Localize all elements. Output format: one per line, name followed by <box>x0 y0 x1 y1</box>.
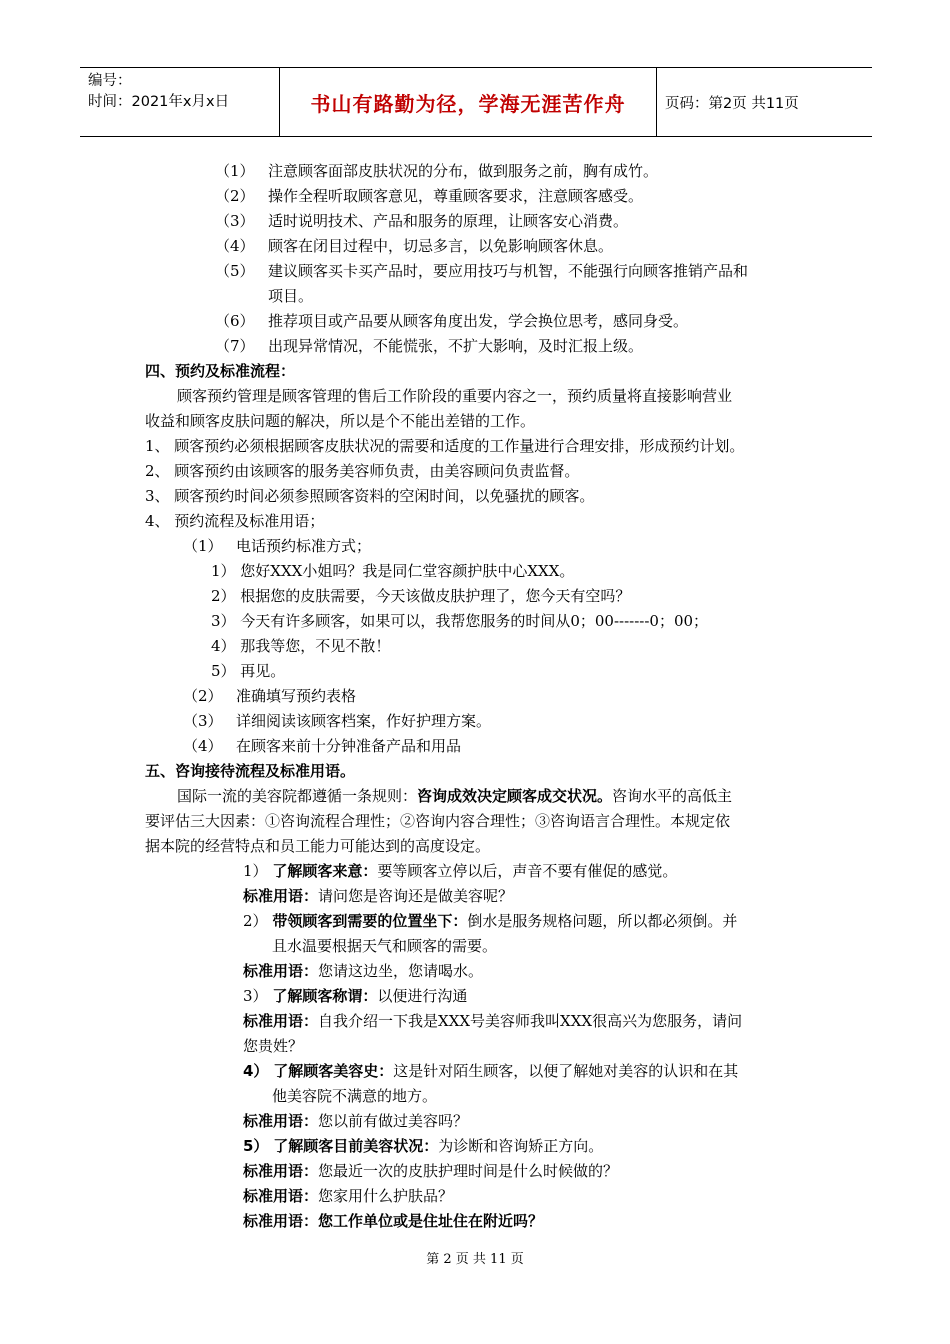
phone-script-line: 5） 再见。 <box>211 662 286 680</box>
standard-text: 请问您是咨询还是做美容呢？ <box>318 887 514 905</box>
sub-item-number: （1） <box>183 537 223 555</box>
date-label: 时间：2021年x月x日 <box>88 94 230 110</box>
standard-phrase <box>243 1111 468 1131</box>
list-item-number: （1） <box>215 162 255 180</box>
list-item-number: （7） <box>215 337 255 355</box>
list-item: 顾客在闭目过程中，切忌多言，以免影响顾客休息。 <box>268 237 614 255</box>
standard-label: 标准用语： <box>243 962 319 980</box>
standard-phrase <box>243 1211 543 1231</box>
list-item: 推荐项目或产品要从顾客角度出发，学会换位思考，感同身受。 <box>268 312 689 330</box>
phone-script-line: 4） 那我等您，不见不散！ <box>211 637 391 655</box>
standard-label: 标准用语： <box>243 1112 319 1130</box>
section-5-intro: 要评估三大因素：①咨询流程合理性；②咨询内容合理性；③咨询语言合理性。本规定依 <box>145 812 731 830</box>
phone-script-line: 3） 今天有许多顾客，如果可以，我帮您服务的时间从0；00-------0；00； <box>211 612 709 630</box>
sub-item: 详细阅读该顾客档案，作好护理方案。 <box>236 712 492 730</box>
list-item: 项目。 <box>268 287 314 305</box>
list-item: 操作全程听取顾客意见，尊重顾客要求，注意顾客感受。 <box>268 187 644 205</box>
standard-text: 您以前有做过美容吗？ <box>318 1112 469 1130</box>
page-label: 页码：第2页 共11页 <box>665 95 799 112</box>
list-item-number: （4） <box>215 237 255 255</box>
phone-script-line: 2） 根据您的皮肤需要，今天该做皮肤护理了，您今天有空吗？ <box>211 587 631 605</box>
phone-script-line: 1） 您好XXX小姐吗？我是同仁堂容颜护肤中心XXX。 <box>211 562 575 580</box>
standard-text: 您贵姓？ <box>243 1037 304 1055</box>
sub-item-number: （2） <box>183 687 223 705</box>
step-4 <box>243 1061 738 1081</box>
section-4-intro: 收益和顾客皮肤问题的解决，所以是个不能出差错的工作。 <box>145 412 536 430</box>
sub-item-number: （4） <box>183 737 223 755</box>
standard-phrase <box>243 1011 742 1031</box>
standard-phrase <box>243 961 483 981</box>
step-title: 了解顾客美容史： <box>273 1062 394 1080</box>
standard-text: 自我介绍一下我是XXX号美容师我叫XXX很高兴为您服务，请问 <box>318 1012 743 1030</box>
section-5-heading: 五、咨询接待流程及标准用语。 <box>145 762 356 780</box>
number-label: 编号： <box>88 73 132 89</box>
standard-text: 您最近一次的皮肤护理时间是什么时候做的？ <box>318 1162 619 1180</box>
section-4-point: 4、 预约流程及标准用语； <box>145 512 325 530</box>
standard-label: 标准用语： <box>243 1012 319 1030</box>
step-title: 了解顾客称谓： <box>272 987 378 1005</box>
standard-phrase <box>243 1186 453 1206</box>
standard-text: 您请这边坐，您请喝水。 <box>318 962 484 980</box>
step-title: 带领顾客到需要的位置坐下： <box>272 912 468 930</box>
list-item: 适时说明技术、产品和服务的原理，让顾客安心消费。 <box>268 212 629 230</box>
section-4-heading: 四、预约及标准流程： <box>145 362 296 380</box>
step-number: 1） <box>243 862 268 880</box>
sub-item: 电话预约标准方式； <box>236 537 372 555</box>
step-desc: 他美容院不满意的地方。 <box>272 1087 438 1105</box>
list-item-number: （5） <box>215 262 255 280</box>
sub-item: 在顾客来前十分钟准备产品和用品 <box>236 737 462 755</box>
standard-label: 标准用语： <box>243 1187 319 1205</box>
section-5-intro: 据本院的经营特点和员工能力可能达到的高度设定。 <box>145 837 491 855</box>
list-item-number: （6） <box>215 312 255 330</box>
step-desc: 要等顾客立停以后，声音不要有催促的感觉。 <box>377 862 678 880</box>
list-item-number: （2） <box>215 187 255 205</box>
step-number: 2） <box>243 912 268 930</box>
intro-text: 国际一流的美容院都遵循一条规则： <box>177 787 418 805</box>
page-footer: 第 2 页 共 11 页 <box>426 1252 524 1267</box>
section-4-point: 1、 顾客预约必须根据顾客皮肤状况的需要和适度的工作量进行合理安排，形成预约计划。 <box>145 437 745 455</box>
standard-phrase <box>243 1161 618 1181</box>
standard-text: 您家用什么护肤品？ <box>318 1187 454 1205</box>
step-1 <box>243 861 677 881</box>
step-number: 3） <box>243 987 268 1005</box>
step-desc: 倒水是服务规格问题，所以都必须倒。并 <box>467 912 738 930</box>
standard-label: 标准用语： <box>243 1212 319 1230</box>
standard-label: 标准用语： <box>243 1162 319 1180</box>
step-3 <box>243 986 467 1006</box>
section-4-point: 3、 顾客预约时间必须参照顾客资料的空闲时间，以免骚扰的顾客。 <box>145 487 595 505</box>
header-meta <box>80 68 280 136</box>
intro-rule: 咨询成效决定顾客成交状况。 <box>417 787 613 805</box>
section-4-point: 2、 顾客预约由该顾客的服务美容师负责，由美容顾问负责监督。 <box>145 462 580 480</box>
step-5 <box>243 1136 603 1156</box>
standard-text: 您工作单位或是住址住在附近吗？ <box>318 1212 544 1230</box>
standard-phrase <box>243 886 513 906</box>
step-number: 5） <box>243 1137 269 1155</box>
sub-item-number: （3） <box>183 712 223 730</box>
motto: 书山有路勤为径，学海无涯苦作舟 <box>280 68 657 136</box>
step-title: 了解顾客目前美容状况： <box>273 1137 439 1155</box>
section-4-intro: 顾客预约管理是顾客管理的售后工作阶段的重要内容之一，预约质量将直接影响营业 <box>177 387 733 405</box>
list-item-number: （3） <box>215 212 255 230</box>
list-item: 出现异常情况，不能慌张，不扩大影响，及时汇报上级。 <box>268 337 644 355</box>
step-desc: 且水温要根据天气和顾客的需要。 <box>272 937 498 955</box>
intro-text: 咨询水平的高低主 <box>612 787 733 805</box>
step-desc: 以便进行沟通 <box>377 987 468 1005</box>
standard-label: 标准用语： <box>243 887 319 905</box>
sub-item: 准确填写预约表格 <box>236 687 357 705</box>
section-5-intro <box>177 786 732 806</box>
step-desc: 这是针对陌生顾客，以便了解她对美容的认识和在其 <box>393 1062 739 1080</box>
step-2 <box>243 911 737 931</box>
step-number: 4） <box>243 1062 269 1080</box>
step-desc: 为诊断和咨询矫正方向。 <box>438 1137 604 1155</box>
list-item: 注意顾客面部皮肤状况的分布，做到服务之前，胸有成竹。 <box>268 162 659 180</box>
page-header <box>80 67 872 137</box>
step-title: 了解顾客来意： <box>272 862 378 880</box>
list-item: 建议顾客买卡买产品时，要应用技巧与机智，不能强行向顾客推销产品和 <box>268 262 749 280</box>
